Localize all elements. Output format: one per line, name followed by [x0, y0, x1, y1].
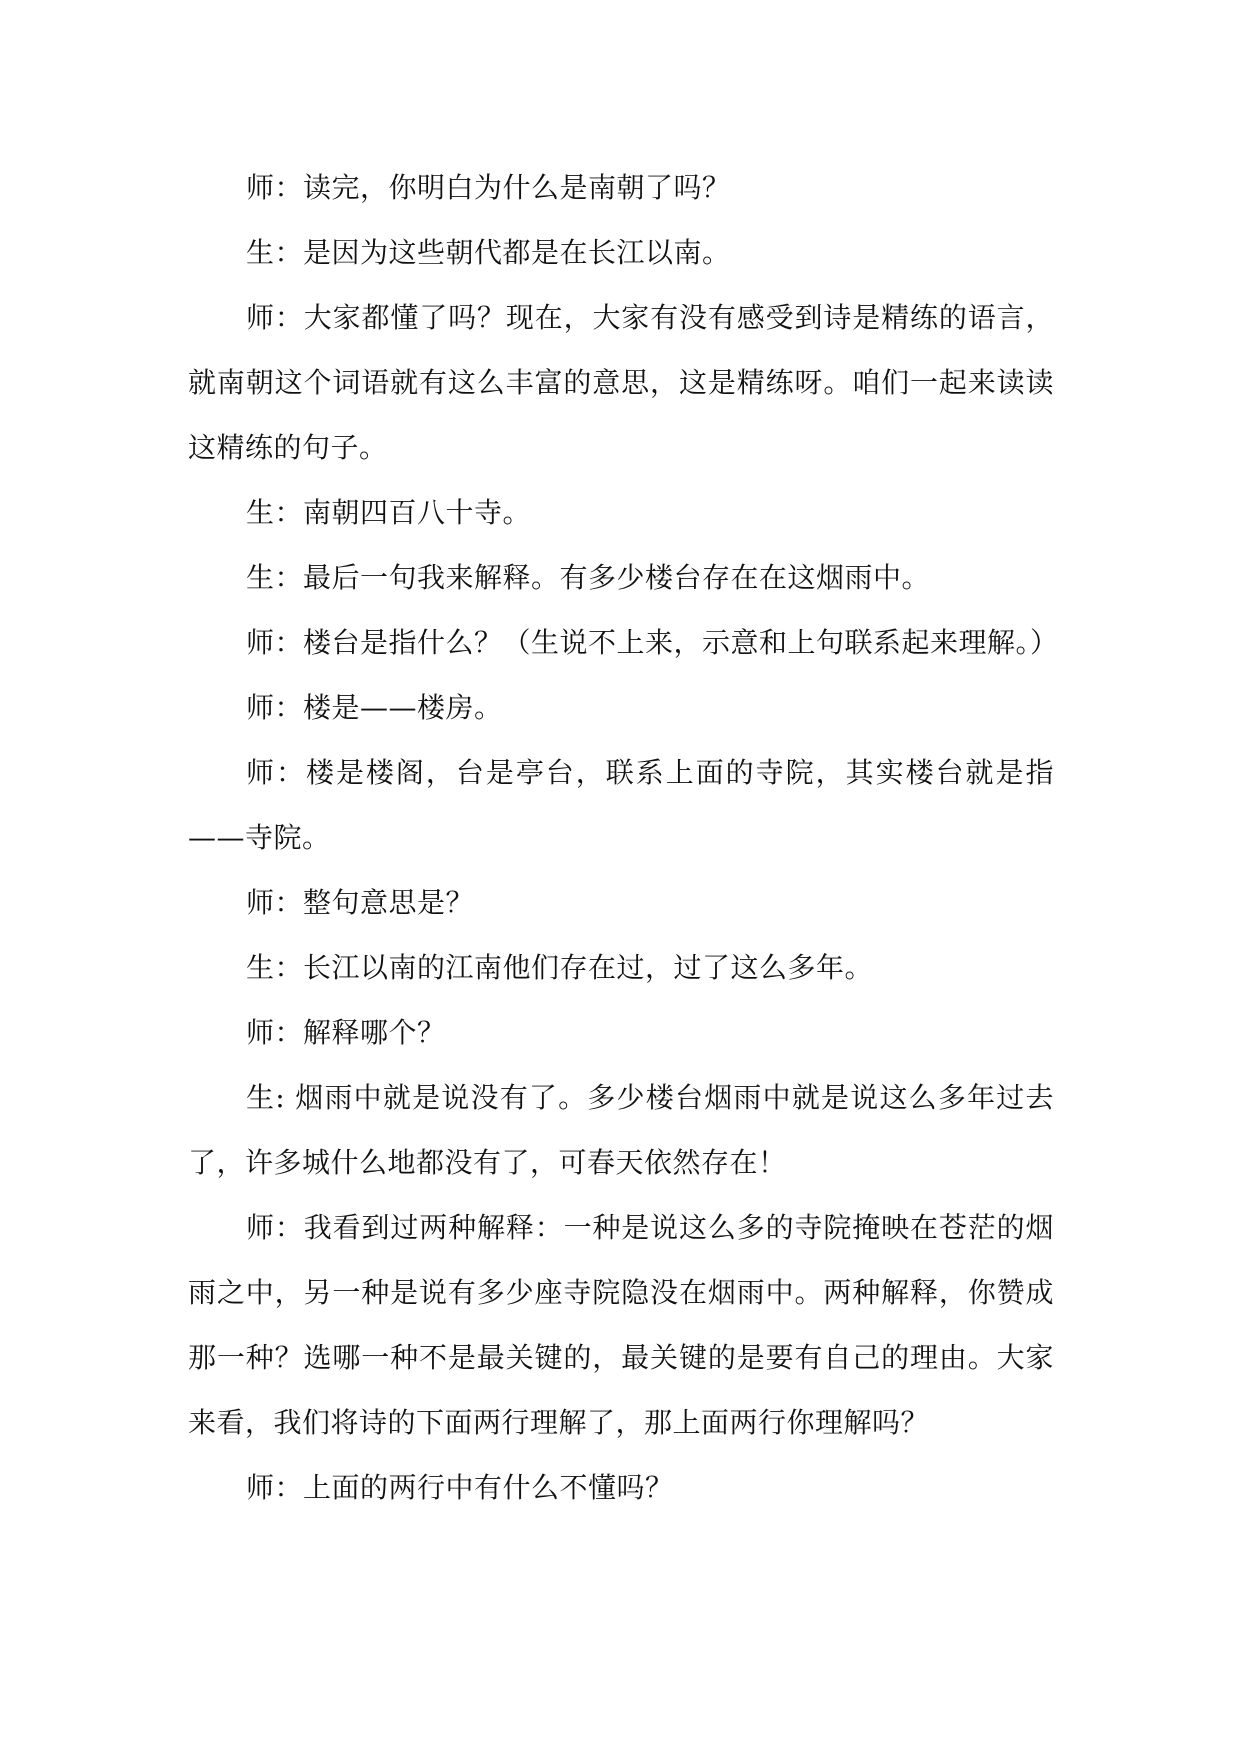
paragraph: 生：最后一句我来解释。有多少楼台存在在这烟雨中。 — [246, 561, 931, 594]
paragraph: 生：南朝四百八十寺。 — [246, 496, 532, 529]
paragraph: 师：大家都懂了吗？现在，大家有没有感受到诗是精练的语言，就南朝这个词语就有这么丰富的意思，这是精练呀。咱们一起来读读这精练的句子。 — [188, 301, 1054, 464]
paragraph: 师：整句意思是？ — [246, 886, 475, 919]
document-body — [188, 155, 1059, 1520]
paragraph: 生：是因为这些朝代都是在长江以南。 — [246, 236, 731, 269]
paragraph: 师：读完，你明白为什么是南朝了吗？ — [246, 171, 731, 204]
paragraph: 生：长江以南的江南他们存在过，过了这么多年。 — [246, 951, 874, 984]
paragraph: 师：楼是楼阁，台是亭台，联系上面的寺院，其实楼台就是指——寺院。 — [188, 756, 1054, 854]
paragraph: 师：解释哪个？ — [246, 1016, 446, 1049]
paragraph: 师：我看到过两种解释：一种是说这么多的寺院掩映在苍茫的烟雨之中，另一种是说有多少座寺院隐没在烟雨中。两种解释，你赞成那一种？选哪一种不是最关键的，最关键的是要有自己的理由。大家来看，我们将诗的下面两行理解了，那上面两行你理解吗？ — [188, 1211, 1054, 1439]
paragraph: 生: 烟雨中就是说没有了。多少楼台烟雨中就是说这么多年过去了，许多城什么地都没有了，可春天依然存在！ — [188, 1081, 1054, 1179]
paragraph: 师：楼台是指什么？（生说不上来，示意和上句联系起来理解。） — [246, 626, 1059, 659]
paragraph: 师：楼是——楼房。 — [246, 691, 503, 724]
paragraph: 师：上面的两行中有什么不懂吗？ — [246, 1471, 674, 1504]
